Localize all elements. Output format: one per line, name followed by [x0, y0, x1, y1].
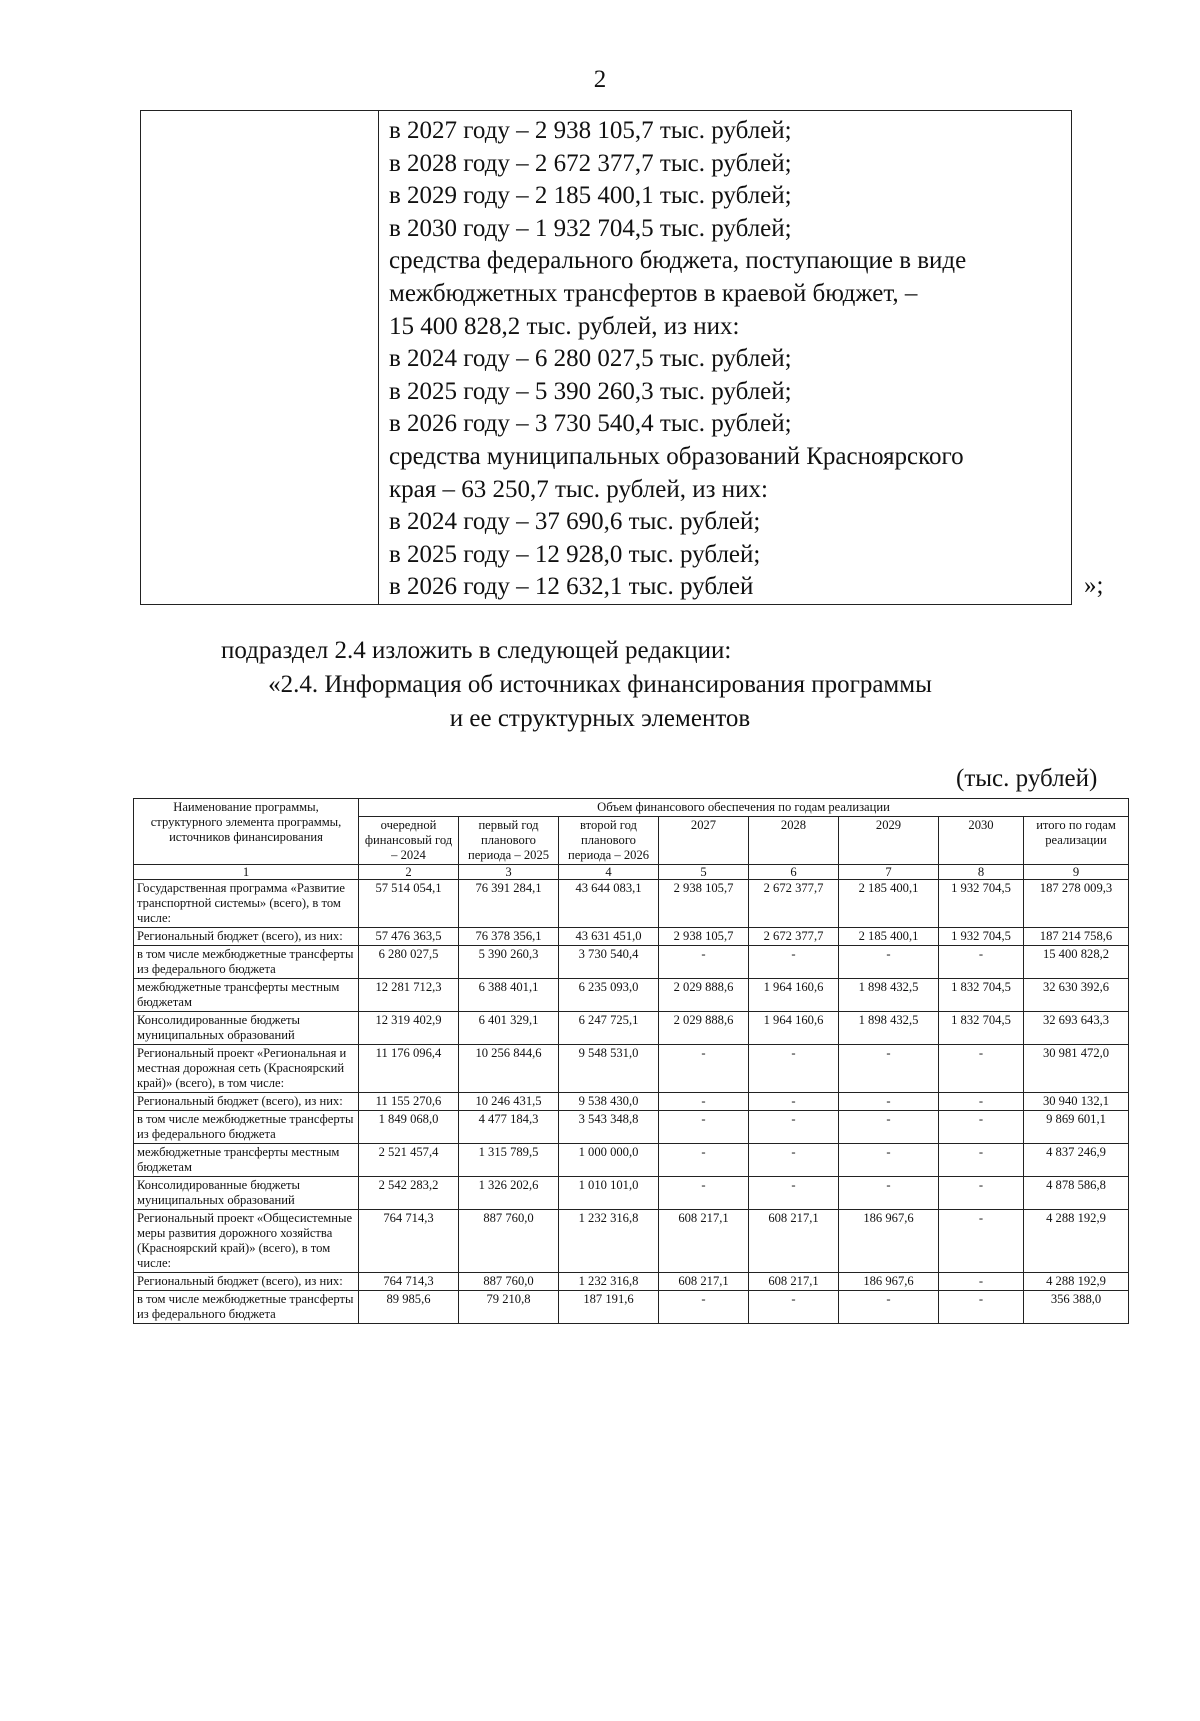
row-name-cell: Региональный проект «Региональная и местная дорожная сеть (Красноярский край)» (всего), в том числе:: [134, 1045, 359, 1093]
row-value-cell: -: [749, 1177, 839, 1210]
row-value-cell: 32 630 392,6: [1024, 979, 1129, 1012]
header-group-funding: Объем финансового обеспечения по годам реализации: [359, 799, 1129, 817]
row-value-cell: 608 217,1: [659, 1273, 749, 1291]
row-value-cell: -: [749, 1045, 839, 1093]
row-value-cell: 6 280 027,5: [359, 946, 459, 979]
row-value-cell: 1 932 704,5: [939, 928, 1024, 946]
row-value-cell: -: [939, 1177, 1024, 1210]
financing-line: в 2024 году – 6 280 027,5 тыс. рублей;: [389, 345, 792, 373]
row-value-cell: -: [939, 1210, 1024, 1273]
row-value-cell: 11 155 270,6: [359, 1093, 459, 1111]
row-value-cell: 4 288 192,9: [1024, 1273, 1129, 1291]
row-value-cell: 4 837 246,9: [1024, 1144, 1129, 1177]
row-value-cell: 1 315 789,5: [459, 1144, 559, 1177]
row-value-cell: 4 878 586,8: [1024, 1177, 1129, 1210]
table-row: [134, 1144, 1129, 1177]
financing-line: края – 63 250,7 тыс. рублей, из них:: [389, 475, 768, 503]
row-value-cell: -: [839, 1111, 939, 1144]
row-value-cell: 10 246 431,5: [459, 1093, 559, 1111]
financing-sources-table: [133, 798, 1129, 1324]
row-value-cell: 6 401 329,1: [459, 1012, 559, 1045]
row-value-cell: 15 400 828,2: [1024, 946, 1129, 979]
financing-line: в 2026 году – 3 730 540,4 тыс. рублей;: [389, 410, 792, 438]
row-value-cell: -: [659, 1093, 749, 1111]
table-row: [134, 1177, 1129, 1210]
row-value-cell: 1 898 432,5: [839, 979, 939, 1012]
row-value-cell: 187 214 758,6: [1024, 928, 1129, 946]
amendment-instruction: подраздел 2.4 изложить в следующей редакции:: [221, 637, 732, 664]
financing-line: 15 400 828,2 тыс. рублей, из них:: [389, 312, 740, 340]
row-value-cell: 2 938 105,7: [659, 928, 749, 946]
row-value-cell: 1 232 316,8: [559, 1210, 659, 1273]
financing-continuation-text: [389, 115, 1069, 604]
column-number: 9: [1024, 865, 1129, 880]
row-name-cell: в том числе межбюджетные трансферты из федерального бюджета: [134, 1111, 359, 1144]
row-value-cell: 887 760,0: [459, 1210, 559, 1273]
year-header: 2029: [839, 817, 939, 865]
row-value-cell: -: [939, 946, 1024, 979]
row-value-cell: -: [939, 1273, 1024, 1291]
section-heading: [0, 668, 1200, 736]
column-number: 2: [359, 865, 459, 880]
row-value-cell: 764 714,3: [359, 1273, 459, 1291]
row-value-cell: -: [839, 1144, 939, 1177]
column-number: 4: [559, 865, 659, 880]
row-value-cell: 9 548 531,0: [559, 1045, 659, 1093]
row-value-cell: 2 938 105,7: [659, 880, 749, 928]
row-value-cell: 764 714,3: [359, 1210, 459, 1273]
column-number-row: [134, 865, 1129, 880]
row-value-cell: 608 217,1: [749, 1210, 839, 1273]
row-value-cell: 1 000 000,0: [559, 1144, 659, 1177]
row-value-cell: -: [839, 1291, 939, 1324]
row-value-cell: 3 730 540,4: [559, 946, 659, 979]
row-value-cell: -: [659, 1291, 749, 1324]
row-value-cell: 6 388 401,1: [459, 979, 559, 1012]
row-name-cell: межбюджетные трансферты местным бюджетам: [134, 979, 359, 1012]
row-value-cell: -: [839, 946, 939, 979]
row-value-cell: 2 521 457,4: [359, 1144, 459, 1177]
financing-line: средства федерального бюджета, поступающие в виде: [389, 247, 967, 275]
row-value-cell: -: [659, 1144, 749, 1177]
row-name-cell: межбюджетные трансферты местным бюджетам: [134, 1144, 359, 1177]
column-number: 3: [459, 865, 559, 880]
row-name-cell: Консолидированные бюджеты муниципальных образований: [134, 1012, 359, 1045]
row-value-cell: 1 964 160,6: [749, 1012, 839, 1045]
header-name-column: Наименование программы, структурного элемента программы, источников финансирования: [134, 799, 359, 865]
table-row: [134, 1111, 1129, 1144]
column-number: 8: [939, 865, 1024, 880]
row-name-cell: Региональный бюджет (всего), из них:: [134, 928, 359, 946]
table-row: [134, 1093, 1129, 1111]
row-value-cell: 12 319 402,9: [359, 1012, 459, 1045]
row-value-cell: 2 029 888,6: [659, 1012, 749, 1045]
row-value-cell: -: [839, 1093, 939, 1111]
year-header: 2030: [939, 817, 1024, 865]
row-value-cell: 608 217,1: [659, 1210, 749, 1273]
page-number: 2: [593, 66, 607, 93]
row-value-cell: 887 760,0: [459, 1273, 559, 1291]
financing-line: в 2025 году – 5 390 260,3 тыс. рублей;: [389, 377, 792, 405]
row-value-cell: 30 981 472,0: [1024, 1045, 1129, 1093]
financing-line: в 2024 году – 37 690,6 тыс. рублей;: [389, 508, 761, 536]
table-row: [134, 1273, 1129, 1291]
year-header: 2028: [749, 817, 839, 865]
table-row: [134, 928, 1129, 946]
row-name-cell: в том числе межбюджетные трансферты из федерального бюджета: [134, 946, 359, 979]
row-value-cell: 30 940 132,1: [1024, 1093, 1129, 1111]
row-value-cell: 6 235 093,0: [559, 979, 659, 1012]
financing-line: в 2025 году – 12 928,0 тыс. рублей;: [389, 540, 761, 568]
row-value-cell: 43 644 083,1: [559, 880, 659, 928]
row-value-cell: -: [659, 946, 749, 979]
table-row: [134, 1045, 1129, 1093]
row-value-cell: 76 378 356,1: [459, 928, 559, 946]
year-header: итого по годам реализации: [1024, 817, 1129, 865]
row-value-cell: 2 185 400,1: [839, 928, 939, 946]
row-name-cell: Консолидированные бюджеты муниципальных образований: [134, 1177, 359, 1210]
row-value-cell: 2 542 283,2: [359, 1177, 459, 1210]
year-header: 2027: [659, 817, 749, 865]
row-value-cell: 1 832 704,5: [939, 979, 1024, 1012]
row-value-cell: 11 176 096,4: [359, 1045, 459, 1093]
row-value-cell: -: [749, 1291, 839, 1324]
table-row: [134, 1291, 1129, 1324]
section-heading-line-2: и ее структурных элементов: [449, 705, 751, 732]
financing-line: в 2027 году – 2 938 105,7 тыс. рублей;: [389, 117, 792, 144]
row-value-cell: 43 631 451,0: [559, 928, 659, 946]
row-value-cell: 186 967,6: [839, 1210, 939, 1273]
row-value-cell: 1 832 704,5: [939, 1012, 1024, 1045]
row-value-cell: 186 967,6: [839, 1273, 939, 1291]
row-value-cell: -: [939, 1144, 1024, 1177]
row-value-cell: 6 247 725,1: [559, 1012, 659, 1045]
row-value-cell: -: [939, 1291, 1024, 1324]
row-value-cell: 79 210,8: [459, 1291, 559, 1324]
financing-line: в 2029 году – 2 185 400,1 тыс. рублей;: [389, 182, 792, 210]
row-value-cell: -: [939, 1093, 1024, 1111]
row-value-cell: -: [749, 1111, 839, 1144]
row-value-cell: 1 232 316,8: [559, 1273, 659, 1291]
row-value-cell: 1 326 202,6: [459, 1177, 559, 1210]
column-number: 7: [839, 865, 939, 880]
column-number: 6: [749, 865, 839, 880]
table-row: [134, 1012, 1129, 1045]
section-heading-line-1: «2.4. Информация об источниках финансирования программы: [268, 671, 932, 698]
column-number: 1: [134, 865, 359, 880]
row-value-cell: -: [749, 1093, 839, 1111]
financing-line: в 2030 году – 1 932 704,5 тыс. рублей;: [389, 214, 792, 242]
row-value-cell: -: [749, 946, 839, 979]
financing-box-divider: [378, 110, 379, 605]
financing-line: средства муниципальных образований Красноярского: [389, 442, 964, 470]
table-row: [134, 880, 1129, 928]
row-name-cell: Региональный бюджет (всего), из них:: [134, 1093, 359, 1111]
row-value-cell: 356 388,0: [1024, 1291, 1129, 1324]
row-value-cell: 2 672 377,7: [749, 928, 839, 946]
row-value-cell: 2 029 888,6: [659, 979, 749, 1012]
closing-quote: »;: [1084, 572, 1104, 599]
row-value-cell: -: [939, 1045, 1024, 1093]
row-value-cell: 1 010 101,0: [559, 1177, 659, 1210]
row-value-cell: -: [839, 1177, 939, 1210]
table-row: [134, 979, 1129, 1012]
row-value-cell: 1 849 068,0: [359, 1111, 459, 1144]
row-name-cell: в том числе межбюджетные трансферты из федерального бюджета: [134, 1291, 359, 1324]
table-row: [134, 946, 1129, 979]
row-value-cell: 608 217,1: [749, 1273, 839, 1291]
row-value-cell: -: [659, 1177, 749, 1210]
row-value-cell: 9 538 430,0: [559, 1093, 659, 1111]
row-value-cell: 2 672 377,7: [749, 880, 839, 928]
row-value-cell: -: [839, 1045, 939, 1093]
row-value-cell: 10 256 844,6: [459, 1045, 559, 1093]
year-header: второй год планового периода – 2026: [559, 817, 659, 865]
row-name-cell: Региональный проект «Общесистемные меры развития дорожного хозяйства (Красноярский край)» (всего), в том числе:: [134, 1210, 359, 1273]
financing-line: межбюджетных трансфертов в краевой бюджет, –: [389, 279, 918, 307]
row-value-cell: -: [939, 1111, 1024, 1144]
row-value-cell: -: [659, 1045, 749, 1093]
row-value-cell: 57 514 054,1: [359, 880, 459, 928]
financing-line: в 2028 году – 2 672 377,7 тыс. рублей;: [389, 149, 792, 177]
unit-note: (тыс. рублей): [956, 765, 1098, 792]
column-number: 5: [659, 865, 749, 880]
row-value-cell: 187 191,6: [559, 1291, 659, 1324]
row-value-cell: 3 543 348,8: [559, 1111, 659, 1144]
row-value-cell: 1 964 160,6: [749, 979, 839, 1012]
row-value-cell: -: [749, 1144, 839, 1177]
row-value-cell: 57 476 363,5: [359, 928, 459, 946]
year-header: очередной финансовый год – 2024: [359, 817, 459, 865]
row-name-cell: Государственная программа «Развитие транспортной системы» (всего), в том числе:: [134, 880, 359, 928]
row-value-cell: 5 390 260,3: [459, 946, 559, 979]
row-value-cell: 4 288 192,9: [1024, 1210, 1129, 1273]
row-value-cell: 76 391 284,1: [459, 880, 559, 928]
row-value-cell: 89 985,6: [359, 1291, 459, 1324]
row-value-cell: 187 278 009,3: [1024, 880, 1129, 928]
table-body: [134, 880, 1129, 1324]
row-value-cell: 9 869 601,1: [1024, 1111, 1129, 1144]
year-header: первый год планового периода – 2025: [459, 817, 559, 865]
row-value-cell: 2 185 400,1: [839, 880, 939, 928]
table-row: [134, 1210, 1129, 1273]
financing-line: в 2026 году – 12 632,1 тыс. рублей: [389, 573, 754, 601]
row-value-cell: 32 693 643,3: [1024, 1012, 1129, 1045]
row-value-cell: -: [659, 1111, 749, 1144]
row-value-cell: 12 281 712,3: [359, 979, 459, 1012]
row-value-cell: 4 477 184,3: [459, 1111, 559, 1144]
row-value-cell: 1 932 704,5: [939, 880, 1024, 928]
row-name-cell: Региональный бюджет (всего), из них:: [134, 1273, 359, 1291]
row-value-cell: 1 898 432,5: [839, 1012, 939, 1045]
